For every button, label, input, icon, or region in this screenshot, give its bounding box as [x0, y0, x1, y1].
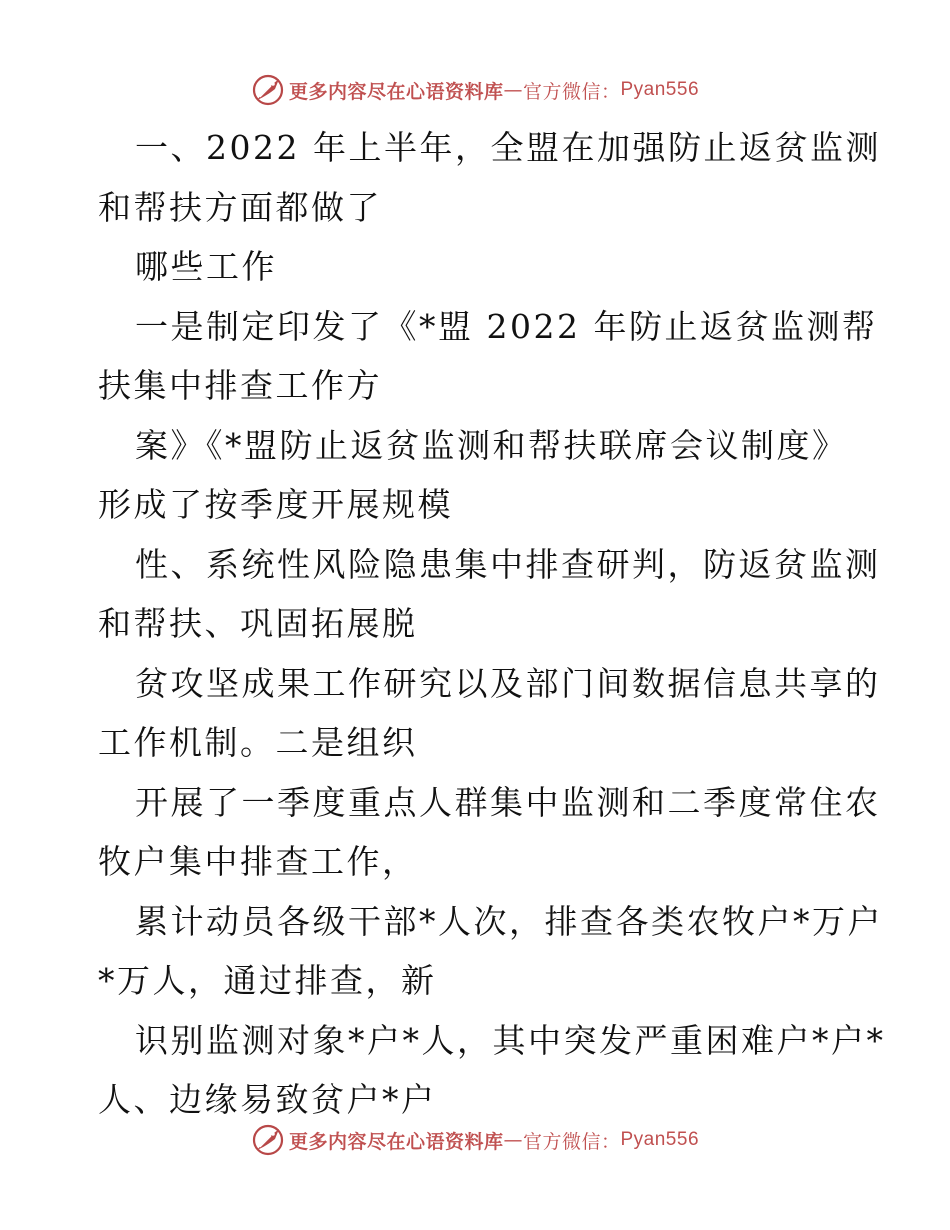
- banner-dash: —: [503, 1129, 523, 1151]
- banner-wechat-label: 官方微信：: [522, 80, 621, 103]
- banner-wechat-id: Pyan556: [620, 79, 700, 100]
- body-line: 工作机制。二是组织: [98, 723, 418, 762]
- body-line: 哪些工作: [135, 247, 277, 286]
- fountain-pen-logo-icon: [251, 73, 285, 107]
- body-line: 开展了一季度重点人群集中监测和二季度常住农: [135, 782, 881, 822]
- body-line: 案》《*盟防止返贫监测和帮扶联席会议制度》: [135, 425, 848, 465]
- body-line: 识别监测对象*户*人，其中突发严重困难户*户*: [135, 1020, 886, 1060]
- fountain-pen-logo-icon: [251, 1123, 285, 1157]
- banner-brand-text: 更多内容尽在心语资料库: [288, 1130, 504, 1153]
- body-line: 一、2022 年上半年，全盟在加强防止返贫监测: [135, 128, 881, 167]
- footer-banner: [0, 1120, 950, 1160]
- banner-wechat-label: 官方微信：: [522, 1130, 621, 1153]
- body-line: 牧户集中排查工作，: [98, 842, 418, 881]
- banner-dash: —: [503, 79, 523, 101]
- body-line: 累计动员各级干部*人次，排查各类农牧户*万户: [135, 901, 883, 941]
- body-line: 形成了按季度开展规模: [98, 485, 453, 524]
- banner-brand-text: 更多内容尽在心语资料库: [288, 80, 504, 103]
- banner-wechat-id: Pyan556: [620, 1129, 700, 1150]
- body-line: 贫攻坚成果工作研究以及部门间数据信息共享的: [135, 663, 881, 703]
- body-line: 和帮扶方面都做了: [98, 187, 382, 227]
- body-line: 一是制定印发了《*盟 2022 年防止返贫监测帮: [135, 306, 878, 346]
- header-banner: [0, 70, 950, 110]
- body-line: 人、边缘易致贫户*户: [98, 1080, 437, 1119]
- body-line: 和帮扶、巩固拓展脱: [98, 604, 418, 643]
- body-line: 性、系统性风险隐患集中排查研判，防返贫监测: [135, 544, 881, 584]
- document-body: [98, 118, 886, 1130]
- body-line: 扶集中排查工作方: [98, 366, 382, 405]
- body-line: *万人，通过排查，新: [98, 961, 437, 1000]
